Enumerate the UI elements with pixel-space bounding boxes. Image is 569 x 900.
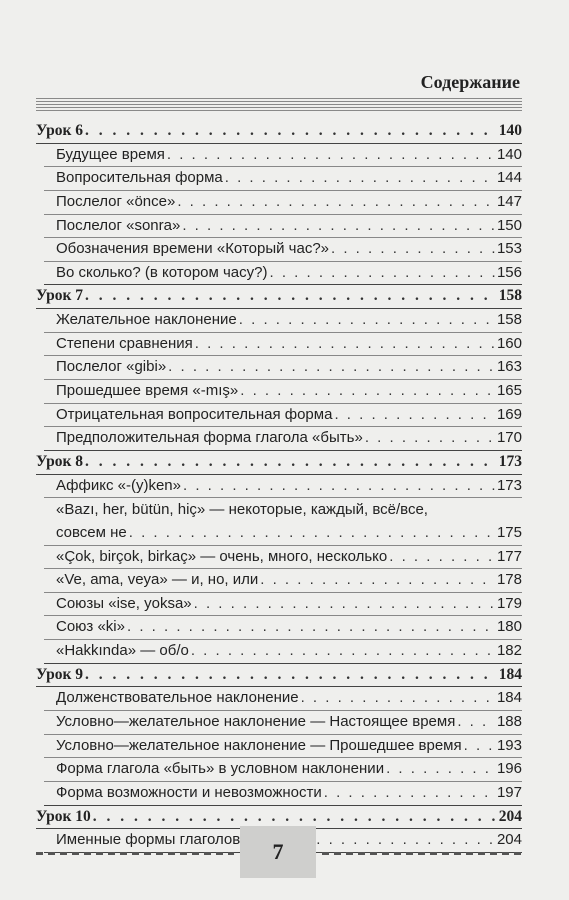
toc-entry-title: Форма возможности и невозможности (56, 783, 322, 801)
toc-entry-title: Именные формы глаголов (56, 831, 241, 849)
toc-entry-title: Форма глагола «быть» в условном наклонении (56, 760, 385, 778)
toc-leader-dots (389, 545, 495, 569)
toc-entry (44, 475, 522, 499)
toc-entry-page: 173 (498, 452, 522, 470)
toc-entry-page: 193 (496, 736, 522, 754)
toc-entry (44, 356, 522, 380)
toc-entry-title: «Bazı, her, bütün, hiç» — некоторые, каждый, всё/все, (56, 501, 428, 519)
toc-entry-title: Прошедшее время «-mış» (56, 382, 239, 400)
toc-entry-page: 147 (496, 192, 522, 210)
toc-leader-dots (177, 190, 495, 214)
toc-entry-page: 140 (498, 121, 522, 139)
toc-entry-page: 184 (496, 689, 522, 707)
toc-entry (44, 191, 522, 215)
toc-leader-dots (301, 686, 495, 710)
toc-leader-dots (457, 710, 495, 734)
toc-lesson-title: Урок 9 (36, 665, 84, 683)
toc-entry (44, 404, 522, 428)
toc-entry-page: 150 (496, 216, 522, 234)
toc-entry-title: Послелог «önce» (56, 192, 176, 210)
toc-entry-title: «Çok, birçok, birkaç» — очень, много, несколько (56, 547, 388, 565)
toc-leader-dots (93, 805, 497, 829)
toc-lesson-title: Урок 8 (36, 452, 84, 470)
toc-entry-continuation (44, 522, 522, 546)
footer-dash-left (36, 852, 234, 855)
toc-entry-title: Во сколько? (в котором часу?) (56, 263, 268, 281)
footer-dash-right (322, 852, 522, 855)
toc-entry (44, 262, 522, 286)
toc-entry (44, 782, 522, 806)
toc-entry-page: 165 (496, 382, 522, 400)
toc-entry (44, 309, 522, 333)
toc-leader-dots (331, 237, 495, 261)
toc-entry-title: Будущее время (56, 145, 165, 163)
toc-entry-page: 144 (496, 169, 522, 187)
toc-entry-page: 153 (496, 240, 522, 258)
toc-entry (44, 640, 522, 664)
toc-leader-dots (260, 568, 495, 592)
toc-leader-dots (127, 615, 495, 639)
toc-entry (44, 616, 522, 640)
toc-entry-title: Желательное наклонение (56, 311, 237, 329)
toc-leader-dots (85, 450, 497, 474)
toc-entry-title: Союзы «ise, yoksa» (56, 594, 192, 612)
toc-entry-page: 158 (498, 287, 522, 305)
toc-entry-title: Условно—желательное наклонение — Прошедшее время (56, 736, 462, 754)
toc-entry (44, 569, 522, 593)
toc-entry (44, 167, 522, 191)
toc-lesson-heading (36, 285, 522, 309)
toc-entry-page: 180 (496, 618, 522, 636)
toc-entry-title-continuation: совсем не (56, 523, 127, 541)
toc-entry-title: Послелог «sonra» (56, 216, 181, 234)
toc-leader-dots (85, 284, 497, 308)
toc-entry-title: Условно—желательное наклонение — Настоящее время (56, 713, 456, 730)
toc-lesson-heading (36, 664, 522, 688)
toc-entry-title: «Hakkında» — об/о (56, 642, 189, 660)
toc-leader-dots (129, 521, 495, 545)
toc-entry-page: 158 (496, 311, 522, 329)
toc-entry (44, 498, 522, 522)
toc-entry-page: 140 (496, 145, 522, 163)
toc-leader-dots (194, 592, 495, 616)
toc-entry-title: Отрицательная вопросительная форма (56, 405, 333, 423)
toc-entry (44, 687, 522, 711)
toc-leader-dots (167, 143, 495, 167)
page-header-title: Содержание (420, 72, 520, 92)
toc-leader-dots (225, 166, 495, 190)
toc-entry-page: 204 (498, 807, 522, 825)
toc-leader-dots (85, 663, 497, 687)
toc-entry-page: 175 (496, 523, 522, 541)
toc-entry-page: 188 (496, 713, 522, 730)
toc-entry-page: 184 (498, 665, 522, 683)
toc-lesson-title: Урок 6 (36, 121, 84, 139)
toc-entry-title: Вопросительная форма (56, 169, 223, 187)
toc-entry-page: 156 (496, 263, 522, 281)
toc-entry (44, 333, 522, 357)
page-footer (0, 826, 569, 878)
toc-leader-dots (324, 781, 495, 805)
toc-entry-page: 177 (496, 547, 522, 565)
toc-entry (44, 711, 522, 735)
toc-entry-title: Долженствовательное наклонение (56, 689, 299, 707)
toc-lesson-title: Урок 7 (36, 287, 84, 305)
toc-entry-page: 204 (496, 831, 522, 849)
toc-leader-dots (182, 214, 495, 238)
toc-entry (44, 380, 522, 404)
toc-lesson-title: Урок 10 (36, 807, 91, 825)
toc-entry (44, 144, 522, 168)
table-of-contents (36, 120, 522, 853)
toc-entry (44, 735, 522, 759)
header-rule (36, 98, 522, 112)
toc-lesson-heading (36, 451, 522, 475)
toc-leader-dots (239, 308, 495, 332)
toc-entry (44, 215, 522, 239)
toc-leader-dots (270, 261, 495, 285)
toc-entry-page: 182 (496, 642, 522, 660)
toc-entry-page: 169 (496, 405, 522, 423)
toc-leader-dots (183, 474, 495, 498)
toc-entry-page: 178 (496, 571, 522, 589)
toc-entry-page: 173 (496, 476, 522, 494)
toc-entry-title: Обозначения времени «Который час?» (56, 240, 330, 258)
toc-entry (44, 427, 522, 451)
toc-entry-title: Послелог «gibi» (56, 358, 167, 376)
toc-entry-page: 179 (496, 594, 522, 612)
toc-leader-dots (240, 379, 495, 403)
toc-entry-title: Предположительная форма глагола «быть» (56, 429, 363, 447)
toc-leader-dots (85, 119, 497, 143)
toc-entry-title: Аффикс «-(y)ken» (56, 476, 181, 494)
toc-entry (44, 546, 522, 570)
toc-entry-title: «Ve, ama, veya» — и, но, или (56, 571, 259, 589)
toc-entry (44, 758, 522, 782)
toc-leader-dots (334, 403, 495, 427)
toc-leader-dots (168, 355, 495, 379)
toc-entry (44, 238, 522, 262)
toc-leader-dots (195, 332, 495, 356)
page-number: 7 (240, 826, 316, 878)
toc-entry-page: 170 (496, 429, 522, 447)
toc-entry-page: 197 (496, 783, 522, 801)
toc-entry-page: 160 (496, 334, 522, 352)
toc-leader-dots (191, 639, 495, 663)
toc-leader-dots (464, 734, 495, 758)
toc-entry-page: 196 (496, 760, 522, 778)
toc-entry (44, 593, 522, 617)
toc-entry-title: Степени сравнения (56, 334, 193, 352)
toc-leader-dots (386, 757, 495, 781)
toc-lesson-heading (36, 120, 522, 144)
toc-leader-dots (365, 426, 495, 450)
toc-entry-page: 163 (496, 358, 522, 376)
toc-entry-title: Союз «ki» (56, 618, 125, 636)
